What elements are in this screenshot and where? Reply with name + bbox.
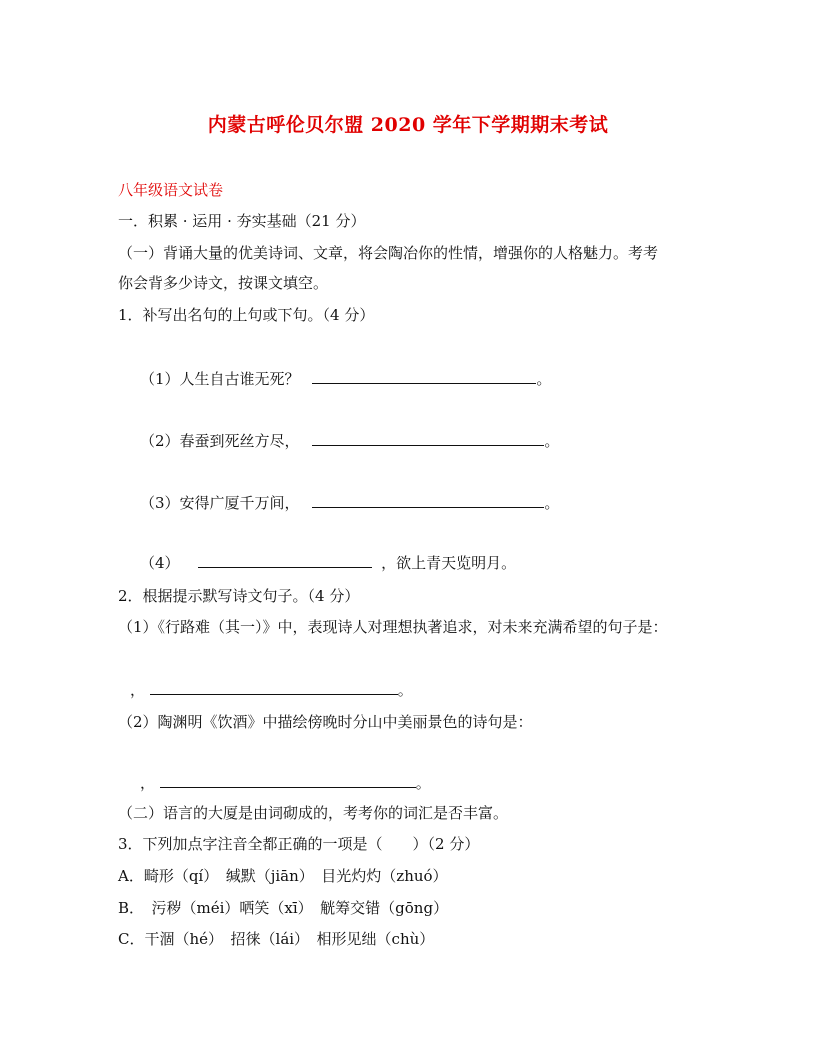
comma: ， xyxy=(130,681,146,699)
intro-line-1: （一）背诵大量的优美诗词、文章，将会陶冶你的性情，增强你的人格魅力。考考 xyxy=(118,244,659,262)
period: 。 xyxy=(397,681,413,699)
q1-item-1-text: （1）人生自古谁无死？ xyxy=(140,370,300,388)
q2-item-2: （2）陶渊明《饮酒》中描绘傍晚时分山中美丽景色的诗句是： xyxy=(118,713,533,731)
q2-item-1: （1）《行路难（其一）》中，表现诗人对理想执著追求，对未来充满希望的句子是： xyxy=(118,618,668,636)
exam-subtitle: 八年级语文试卷 xyxy=(118,181,224,199)
option-c: C．干涸（hé） 招徕（lái） 相形见绌（chù） xyxy=(118,930,435,948)
period: 。 xyxy=(415,774,431,792)
q1-item-4 xyxy=(140,553,516,573)
section-2-heading: （二）语言的大厦是由词砌成的，考考你的词汇是否丰富。 xyxy=(118,804,509,822)
q1-item-2 xyxy=(140,431,559,451)
q1-item-3-text: （3）安得广厦千万间， xyxy=(140,494,300,512)
section-1-heading: 一．积累 · 运用 · 夯实基础（21 分） xyxy=(118,212,366,230)
answer-blank[interactable] xyxy=(312,369,536,384)
q2-item-1-answer xyxy=(130,680,413,700)
question-2: 2．根据提示默写诗文句子。（4 分） xyxy=(118,587,360,605)
answer-blank[interactable] xyxy=(150,680,398,695)
q1-item-1 xyxy=(140,369,551,389)
comma: ， xyxy=(140,774,156,792)
option-b: B． 污秽（méi）哂笑（xī） 觥筹交错（gōng） xyxy=(118,899,449,917)
question-1: 1．补写出名句的上句或下句。（4 分） xyxy=(118,306,375,324)
option-a: A．畸形（qí） 缄默（jiān） 目光灼灼（zhuó） xyxy=(118,867,448,885)
answer-blank[interactable] xyxy=(312,431,544,446)
answer-blank[interactable] xyxy=(312,493,544,508)
period: 。 xyxy=(544,432,560,450)
answer-blank[interactable] xyxy=(198,553,372,568)
q1-item-2-text: （2）春蚕到死丝方尽， xyxy=(140,432,300,450)
exam-title: 内蒙古呼伦贝尔盟 2020 学年下学期期末考试 xyxy=(207,114,609,136)
answer-blank[interactable] xyxy=(160,773,416,788)
q1-item-4-suffix: ，欲上青天览明月。 xyxy=(381,554,517,572)
intro-line-2: 你会背多少诗文，按课文填空。 xyxy=(118,274,329,292)
q1-item-3 xyxy=(140,493,559,513)
period: 。 xyxy=(536,370,552,388)
q1-item-4-text: （4） xyxy=(140,554,180,572)
period: 。 xyxy=(544,494,560,512)
q2-item-2-answer xyxy=(140,773,431,793)
question-3: 3．下列加点字注音全都正确的一项是（ ）（2 分） xyxy=(118,835,480,853)
